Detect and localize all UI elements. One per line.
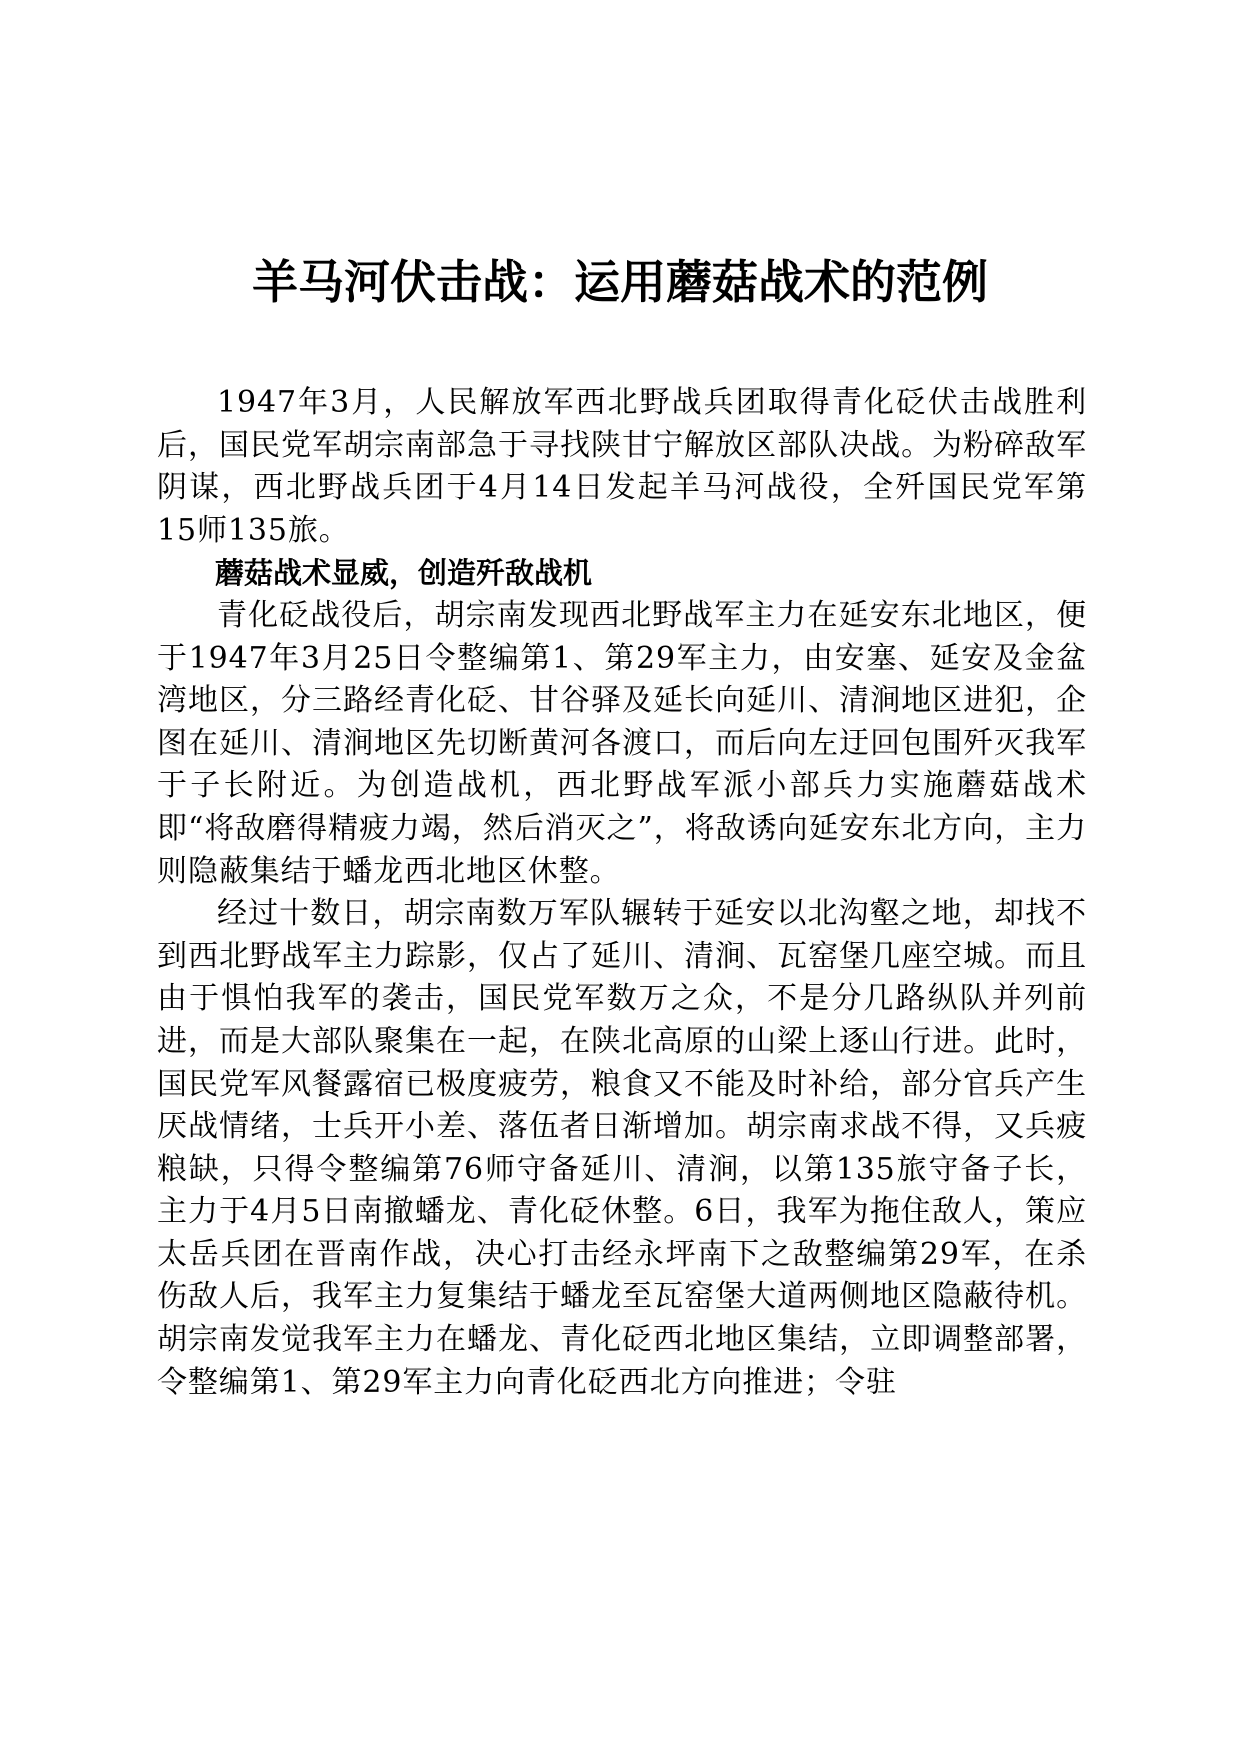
intro-paragraph: 1947年3月，人民解放军西北野战兵团取得青化砭伏击战胜利后，国民党军胡宗南部急于寻找陕甘宁解放区部队决战。为粉碎敌军阴谋，西北野战兵团于4月14日发起羊马河战役，全歼国民党军第15师135旅。 xyxy=(157,385,1087,548)
body-paragraph: 青化砭战役后，胡宗南发现西北野战军主力在延安东北地区，便于1947年3月25日令整编第1、第29军主力，由安塞、延安及金盆湾地区，分三路经青化砭、甘谷驿及延长向延川、清涧地区进犯，企图在延川、清涧地区先切断黄河各渡口，而后向左迂回包围歼灭我军于子长附近。为创造战机，西北野战军派小部兵力实施蘑菇战术即“将敌磨得精疲力竭，然后消灭之”，将敌诱向延安东北方向，主力则隐蔽集结于蟠龙西北地区休整。 xyxy=(157,597,1087,889)
document-title: 羊马河伏击战：运用蘑菇战术的范例 xyxy=(252,255,988,309)
body-paragraph: 经过十数日，胡宗南数万军队辗转于延安以北沟壑之地，却找不到西北野战军主力踪影，仅占了延川、清涧、瓦窑堡几座空城。而且由于惧怕我军的袭击，国民党军数万之众，不是分几路纵队并列前进，而是大部队聚集在一起，在陕北高原的山梁上逐山行进。此时，国民党军风餐露宿已极度疲劳，粮食又不能及时补给，部分官兵产生厌战情绪，士兵开小差、落伍者日渐增加。胡宗南求战不得，又兵疲粮缺，只得令整编第76师守备延川、清涧，以第135旅守备子长，主力于4月5日南撤蟠龙、青化砭休整。6日，我军为拖住敌人，策应太岳兵团在晋南作战，决心打击经永坪南下之敌整编第29军，在杀伤敌人后，我军主力复集结于蟠龙至瓦窑堡大道两侧地区隐蔽待机。胡宗南发觉我军主力在蟠龙、青化砭西北地区集结，立即调整部署，令整编第1、第29军主力向青化砭西北方向推进；令驻 xyxy=(157,896,1087,1400)
document-body xyxy=(157,382,1087,1404)
section-heading: 蘑菇战术显威，创造歼敌战机 xyxy=(215,556,593,591)
